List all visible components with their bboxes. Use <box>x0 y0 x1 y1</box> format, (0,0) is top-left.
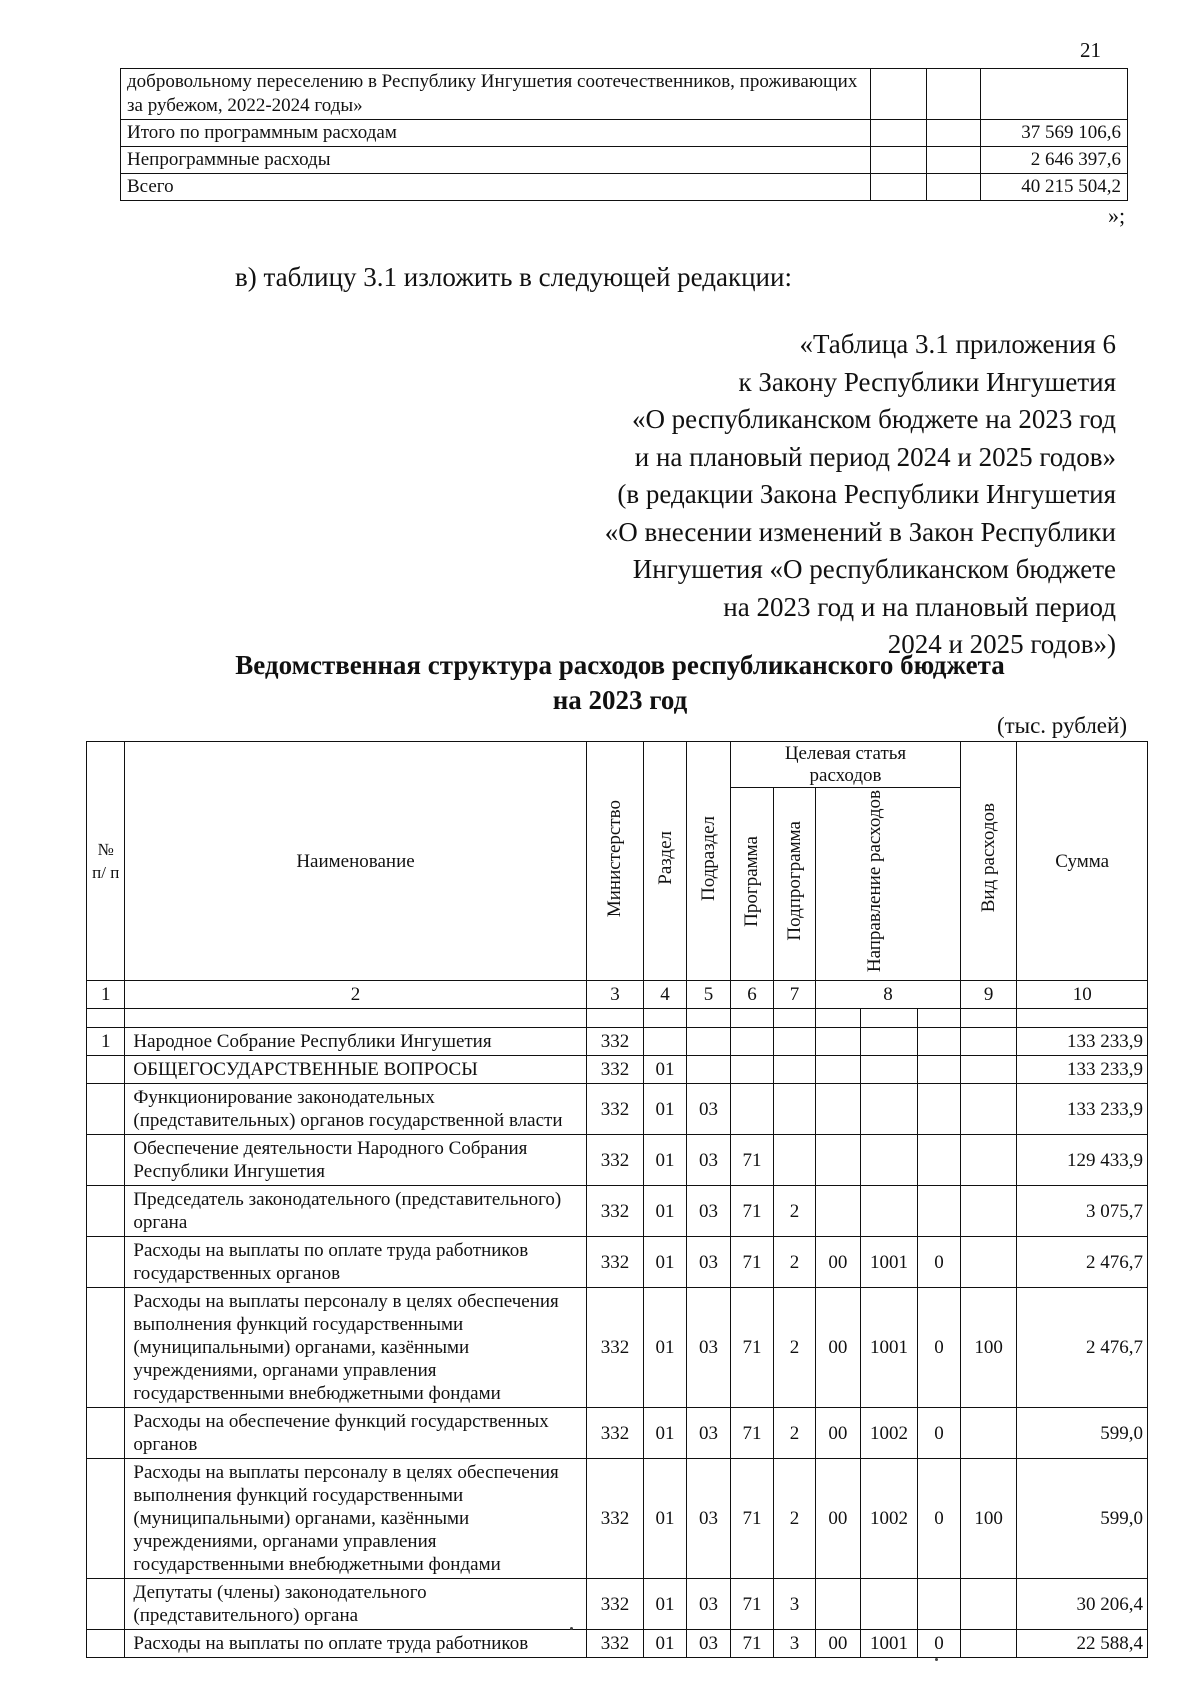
row-direction-part2: 1001 <box>860 1237 918 1288</box>
row-ministry: 332 <box>586 1579 644 1630</box>
row-program: 71 <box>731 1579 773 1630</box>
row-ministry: 332 <box>586 1237 644 1288</box>
row-ministry: 332 <box>586 1459 644 1579</box>
row-direction-part2 <box>860 1056 918 1084</box>
row-subsection: 03 <box>686 1288 731 1408</box>
row-direction-part2 <box>860 1135 918 1186</box>
row-program: 71 <box>731 1288 773 1408</box>
row-section: 01 <box>644 1630 686 1658</box>
row-subprogram: 2 <box>773 1459 815 1579</box>
summary-row-amount: 40 215 504,2 <box>981 174 1128 201</box>
row-direction-part3: 0 <box>918 1237 960 1288</box>
table-row <box>87 1408 1148 1459</box>
row-direction-part3: 0 <box>918 1630 960 1658</box>
row-direction-part1 <box>816 1084 861 1135</box>
summary-row-empty <box>871 147 927 174</box>
row-section: 01 <box>644 1288 686 1408</box>
row-section: 01 <box>644 1084 686 1135</box>
row-direction-part1 <box>816 1056 861 1084</box>
summary-row-name: Итого по программным расходам <box>121 120 871 147</box>
row-name: Председатель законодательного (представительного) органа <box>125 1186 586 1237</box>
row-subprogram: 3 <box>773 1579 815 1630</box>
row-index <box>87 1630 125 1658</box>
row-expense-type <box>960 1056 1017 1084</box>
table-row <box>87 1028 1148 1056</box>
row-direction-part1: 00 <box>816 1459 861 1579</box>
row-ministry: 332 <box>586 1288 644 1408</box>
row-subsection: 03 <box>686 1084 731 1135</box>
row-index <box>87 1186 125 1237</box>
row-name: Расходы на обеспечение функций государственных органов <box>125 1408 586 1459</box>
row-direction-part2 <box>860 1579 918 1630</box>
appendix-line: на 2023 год и на плановый период <box>723 591 1116 622</box>
table-row <box>87 1459 1148 1579</box>
row-sum: 133 233,9 <box>1017 1056 1148 1084</box>
summary-row-empty <box>927 147 981 174</box>
column-number: 10 <box>1017 981 1148 1009</box>
summary-row-empty <box>927 69 981 120</box>
row-expense-type <box>960 1135 1017 1186</box>
row-subprogram <box>773 1135 815 1186</box>
row-program <box>731 1028 773 1056</box>
closing-quote: »; <box>1108 203 1126 228</box>
row-ministry: 332 <box>586 1408 644 1459</box>
row-direction-part1: 00 <box>816 1408 861 1459</box>
column-number: 3 <box>586 981 644 1009</box>
row-subprogram: 2 <box>773 1237 815 1288</box>
row-direction-part3: 0 <box>918 1459 960 1579</box>
spacer-row <box>87 1009 1148 1028</box>
appendix-line: «О республиканском бюджете на 2023 год <box>631 404 1116 434</box>
summary-row <box>121 120 1128 147</box>
continuation-table <box>120 68 1128 201</box>
row-program: 71 <box>731 1135 773 1186</box>
row-subprogram <box>773 1056 815 1084</box>
row-subprogram <box>773 1028 815 1056</box>
row-direction-part3 <box>918 1056 960 1084</box>
row-ministry: 332 <box>586 1056 644 1084</box>
table-row <box>87 1630 1148 1658</box>
row-subprogram: 2 <box>773 1408 815 1459</box>
row-sum: 599,0 <box>1017 1408 1148 1459</box>
table-row <box>87 1084 1148 1135</box>
summary-row-name: Непрограммные расходы <box>121 147 871 174</box>
header-num: № п/ п <box>87 742 125 981</box>
amendment-instruction: в) таблицу 3.1 изложить в следующей редакции: <box>235 262 792 292</box>
row-direction-part3 <box>918 1135 960 1186</box>
row-subsection: 03 <box>686 1459 731 1579</box>
row-direction-part3 <box>918 1186 960 1237</box>
row-index <box>87 1237 125 1288</box>
row-expense-type <box>960 1630 1017 1658</box>
header-target-article: Целевая статья расходов <box>731 742 961 788</box>
row-sum: 22 588,4 <box>1017 1630 1148 1658</box>
row-direction-part3 <box>918 1028 960 1056</box>
row-ministry: 332 <box>586 1028 644 1056</box>
appendix-line: (в редакции Закона Республики Ингушетия <box>617 479 1116 509</box>
row-index <box>87 1288 125 1408</box>
row-name: ОБЩЕГОСУДАРСТВЕННЫЕ ВОПРОСЫ <box>125 1056 586 1084</box>
row-expense-type <box>960 1186 1017 1237</box>
summary-row-empty <box>871 174 927 201</box>
summary-row-amount: 37 569 106,6 <box>981 120 1128 147</box>
row-sum: 133 233,9 <box>1017 1028 1148 1056</box>
row-sum: 3 075,7 <box>1017 1186 1148 1237</box>
row-direction-part3 <box>918 1084 960 1135</box>
row-direction-part1: 00 <box>816 1630 861 1658</box>
row-direction-part1: 00 <box>816 1288 861 1408</box>
row-direction-part1 <box>816 1186 861 1237</box>
row-program: 71 <box>731 1237 773 1288</box>
row-name: Расходы на выплаты по оплате труда работников <box>125 1630 586 1658</box>
row-direction-part3: 0 <box>918 1288 960 1408</box>
appendix-line: «Таблица 3.1 приложения 6 <box>799 329 1116 359</box>
row-direction-part2 <box>860 1186 918 1237</box>
row-ministry: 332 <box>586 1630 644 1658</box>
column-number: 1 <box>87 981 125 1009</box>
row-index: 1 <box>87 1028 125 1056</box>
row-subsection: 03 <box>686 1186 731 1237</box>
table-row <box>87 1056 1148 1084</box>
appendix-line: «О внесении изменений в Закон Республики <box>604 516 1116 547</box>
appendix-line: и на плановый период 2024 и 2025 годов» <box>634 441 1116 472</box>
row-section: 01 <box>644 1579 686 1630</box>
row-subprogram: 3 <box>773 1630 815 1658</box>
row-direction-part1 <box>816 1135 861 1186</box>
row-name: Расходы на выплаты персоналу в целях обеспечения выполнения функций государственными (муниципальными) органами, казёнными учреждениями, органами управления государственными внебюджетными фондами <box>125 1459 586 1579</box>
row-direction-part2: 1002 <box>860 1408 918 1459</box>
row-subsection: 03 <box>686 1135 731 1186</box>
row-sum: 2 476,7 <box>1017 1288 1148 1408</box>
row-section: 01 <box>644 1237 686 1288</box>
row-subsection <box>686 1056 731 1084</box>
row-expense-type <box>960 1579 1017 1630</box>
header-ministry: Министерство <box>586 742 644 981</box>
row-subprogram <box>773 1084 815 1135</box>
appendix-reference <box>605 326 1116 664</box>
row-direction-part1: 00 <box>816 1237 861 1288</box>
header-sum: Сумма <box>1017 742 1148 981</box>
row-sum: 30 206,4 <box>1017 1579 1148 1630</box>
scan-artifact <box>570 1627 573 1630</box>
column-number: 2 <box>125 981 586 1009</box>
departmental-structure-table <box>86 741 1148 1658</box>
row-name: Народное Собрание Республики Ингушетия <box>125 1028 586 1056</box>
table-row <box>87 1186 1148 1237</box>
row-program: 71 <box>731 1408 773 1459</box>
row-name: Расходы на выплаты по оплате труда работников государственных органов <box>125 1237 586 1288</box>
row-subsection: 03 <box>686 1408 731 1459</box>
row-program: 71 <box>731 1186 773 1237</box>
row-sum: 129 433,9 <box>1017 1135 1148 1186</box>
row-section: 01 <box>644 1186 686 1237</box>
summary-row-amount: 2 646 397,6 <box>981 147 1128 174</box>
row-name: Расходы на выплаты персоналу в целях обеспечения выполнения функций государственными (муниципальными) органами, казёнными учреждениями, органами управления государственными внебюджетными фондами <box>125 1288 586 1408</box>
row-name: Депутаты (члены) законодательного (представительного) органа <box>125 1579 586 1630</box>
column-number: 7 <box>773 981 815 1009</box>
row-ministry: 332 <box>586 1135 644 1186</box>
table-row <box>87 1237 1148 1288</box>
column-number: 6 <box>731 981 773 1009</box>
row-program: 71 <box>731 1459 773 1579</box>
header-subprogram: Подпрограмма <box>773 788 815 981</box>
table-row <box>87 1135 1148 1186</box>
row-direction-part1 <box>816 1028 861 1056</box>
row-subsection <box>686 1028 731 1056</box>
row-direction-part3: 0 <box>918 1408 960 1459</box>
row-section: 01 <box>644 1056 686 1084</box>
header-name: Наименование <box>125 742 586 981</box>
table-title-line-2: на 2023 год <box>552 685 688 715</box>
row-direction-part2: 1001 <box>860 1630 918 1658</box>
table-title <box>120 648 1120 718</box>
row-ministry: 332 <box>586 1186 644 1237</box>
column-number: 9 <box>960 981 1017 1009</box>
row-name: Функционирование законодательных (представительных) органов государственной власти <box>125 1084 586 1135</box>
row-direction-part2: 1001 <box>860 1288 918 1408</box>
summary-row-name: добровольному переселению в Республику Ингушетия соотечественников, проживающих за рубежом, 2022-2024 годы» <box>121 69 871 120</box>
row-subsection: 03 <box>686 1579 731 1630</box>
row-sum: 599,0 <box>1017 1459 1148 1579</box>
header-section: Раздел <box>644 742 686 981</box>
table-row <box>87 1579 1148 1630</box>
summary-row <box>121 69 1128 120</box>
row-name: Обеспечение деятельности Народного Собрания Республики Ингушетия <box>125 1135 586 1186</box>
row-expense-type <box>960 1237 1017 1288</box>
summary-row <box>121 147 1128 174</box>
appendix-line: 2024 и 2025 годов») <box>887 629 1116 659</box>
row-ministry: 332 <box>586 1084 644 1135</box>
row-expense-type: 100 <box>960 1459 1017 1579</box>
row-program <box>731 1084 773 1135</box>
row-direction-part1 <box>816 1579 861 1630</box>
row-section: 01 <box>644 1459 686 1579</box>
row-section: 01 <box>644 1135 686 1186</box>
row-section: 01 <box>644 1408 686 1459</box>
summary-row-empty <box>927 120 981 147</box>
appendix-line: к Закону Республики Ингушетия <box>738 366 1116 397</box>
row-program <box>731 1056 773 1084</box>
row-direction-part2: 1002 <box>860 1459 918 1579</box>
summary-row <box>121 174 1128 201</box>
summary-row-amount <box>981 69 1128 120</box>
summary-row-empty <box>871 69 927 120</box>
column-number: 8 <box>816 981 961 1009</box>
summary-row-empty <box>871 120 927 147</box>
summary-row-name: Всего <box>121 174 871 201</box>
header-direction: Направление расходов <box>816 788 961 981</box>
row-index <box>87 1056 125 1084</box>
header-subsection: Подраздел <box>686 742 731 981</box>
row-expense-type <box>960 1408 1017 1459</box>
row-section <box>644 1028 686 1056</box>
row-sum: 2 476,7 <box>1017 1237 1148 1288</box>
column-number: 5 <box>686 981 731 1009</box>
column-number-row <box>87 981 1148 1009</box>
units-label: (тыс. рублей) <box>996 713 1127 738</box>
row-index <box>87 1084 125 1135</box>
row-subprogram: 2 <box>773 1186 815 1237</box>
table-row <box>87 1288 1148 1408</box>
appendix-line: Ингушетия «О республиканском бюджете <box>632 554 1116 584</box>
row-index <box>87 1459 125 1579</box>
summary-row-empty <box>927 174 981 201</box>
page-number: 21 <box>1080 38 1101 62</box>
row-sum: 133 233,9 <box>1017 1084 1148 1135</box>
row-index <box>87 1408 125 1459</box>
row-expense-type: 100 <box>960 1288 1017 1408</box>
row-index <box>87 1579 125 1630</box>
row-expense-type <box>960 1084 1017 1135</box>
row-direction-part2 <box>860 1028 918 1056</box>
column-number: 4 <box>644 981 686 1009</box>
row-expense-type <box>960 1028 1017 1056</box>
row-direction-part2 <box>860 1084 918 1135</box>
row-program: 71 <box>731 1630 773 1658</box>
scan-artifact <box>935 1658 938 1661</box>
row-subsection: 03 <box>686 1630 731 1658</box>
header-program: Программа <box>731 788 773 981</box>
row-subsection: 03 <box>686 1237 731 1288</box>
table-title-line-1: Ведомственная структура расходов республиканского бюджета <box>235 650 1005 680</box>
row-direction-part3 <box>918 1579 960 1630</box>
row-index <box>87 1135 125 1186</box>
header-expense-type: Вид расходов <box>960 742 1017 981</box>
row-subprogram: 2 <box>773 1288 815 1408</box>
